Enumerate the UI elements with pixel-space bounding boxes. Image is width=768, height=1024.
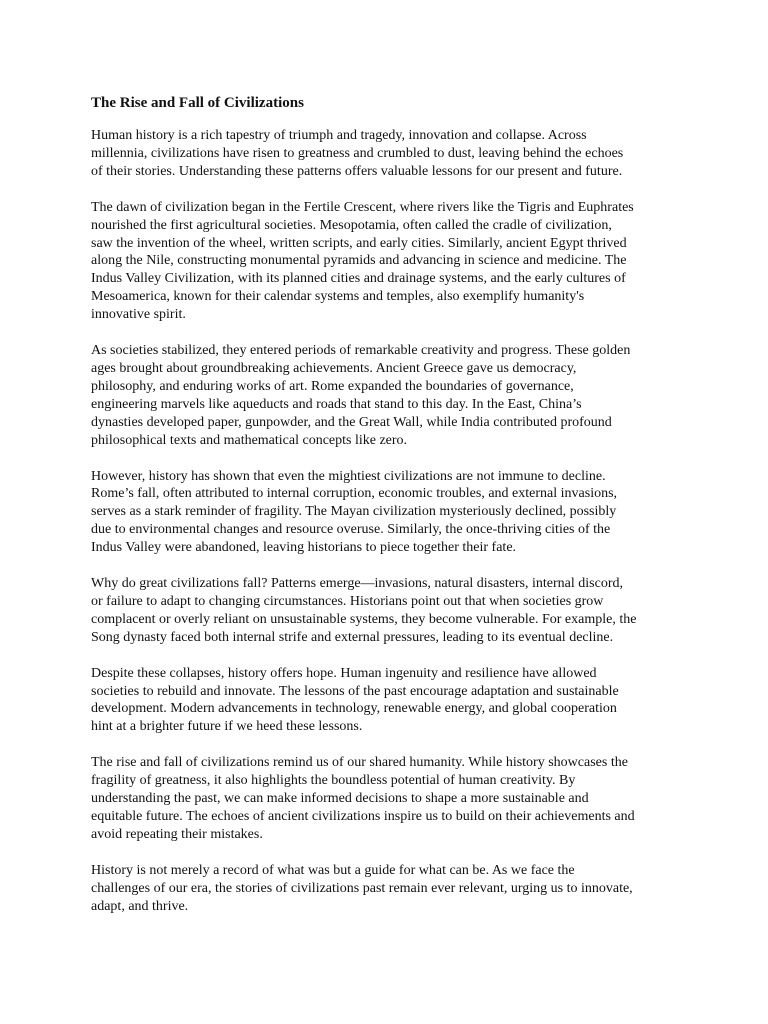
document-title: The Rise and Fall of Civilizations xyxy=(91,95,304,111)
paragraph-shared-humanity: The rise and fall of civilizations remind us of our shared humanity. While history showcases the fragility of greatness, it also highlights the boundless potential of human creativity. By understanding the past, we can make informed decisions to shape a more sustainable and equitable future. The echoes of ancient civilizations inspire us to build on their achievements and avoid repeating their mistakes. xyxy=(91,755,635,842)
paragraph-dawn-of-civilization: The dawn of civilization began in the Fertile Crescent, where rivers like the Tigris and Euphrates nourished the first agricultural societies. Mesopotamia, often called the cradle of civilization, saw the invention of the wheel, written scripts, and early cities. Similarly, ancient Egypt thrived along the Nile, constructing monumental pyramids and advancing in science and medicine. The Indus Valley Civilization, with its planned cities and drainage systems, and the early cultures of Mesoamerica, known for their calendar systems and temples, also exemplify humanity's innovative spirit. xyxy=(91,199,634,323)
paragraph-hope: Despite these collapses, history offers hope. Human ingenuity and resilience have allowed societies to rebuild and innovate. The lessons of the past encourage adaptation and sustainable development. Modern advancements in technology, renewable energy, and global cooperation hint at a brighter future if we heed these lessons. xyxy=(91,665,619,735)
paragraph-conclusion: History is not merely a record of what was but a guide for what can be. As we face the challenges of our era, the stories of civilizations past remain ever relevant, urging us to innovate, adapt, and thrive. xyxy=(91,862,633,914)
paragraph-golden-ages: As societies stabilized, they entered periods of remarkable creativity and progress. These golden ages brought about groundbreaking achievements. Ancient Greece gave us democracy, philosophy, and enduring works of art. Rome expanded the boundaries of governance, engineering marvels like aqueducts and roads that stand to this day. In the East, China’s dynasties developed paper, gunpowder, and the Great Wall, while India contributed profound philosophical texts and mathematical concepts like zero. xyxy=(91,343,631,448)
document-page xyxy=(91,93,691,934)
paragraph-intro: Human history is a rich tapestry of triumph and tragedy, innovation and collapse. Across millennia, civilizations have risen to greatness and crumbled to dust, leaving behind the echoes of their stories. Understanding these patterns offers valuable lessons for our present and future. xyxy=(91,128,624,179)
paragraph-decline: However, history has shown that even the mightiest civilizations are not immune to decline. Rome’s fall, often attributed to internal corruption, economic troubles, and external invasions, serves as a stark reminder of fragility. The Mayan civilization mysteriously declined, possibly due to environmental changes and resource overuse. Similarly, the once-thriving cities of the Indus Valley were abandoned, leaving historians to piece together their fate. xyxy=(91,468,618,556)
paragraph-why-civilizations-fall: Why do great civilizations fall? Patterns emerge—invasions, natural disasters, internal discord, or failure to adapt to changing circumstances. Historians point out that when societies grow complacent or overly reliant on unsustainable systems, they become vulnerable. For example, the Song dynasty faced both internal strife and external pressures, leading to its eventual decline. xyxy=(91,576,637,645)
